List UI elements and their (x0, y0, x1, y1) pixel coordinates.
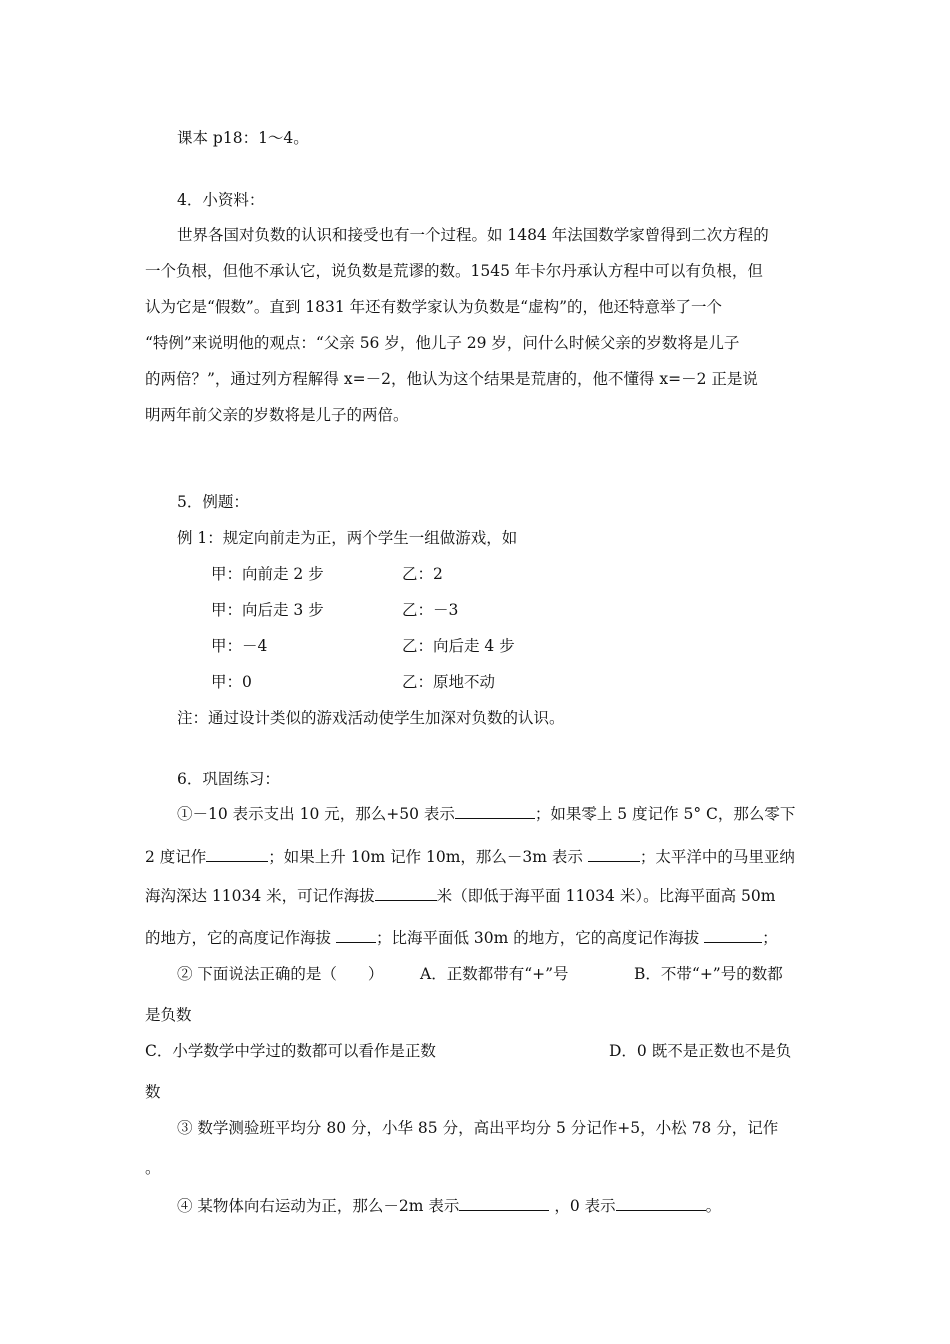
q1-line-4: 的地方，它的高度记作海拔 ；比海平面低 30m 的地方，它的高度记作海拔 ； (145, 929, 778, 947)
answer-blank[interactable] (455, 804, 535, 819)
answer-blank[interactable] (588, 847, 640, 862)
s4-line-6: 明两年前父亲的岁数将是儿子的两倍。 (145, 406, 409, 424)
section-4-heading: 4．小资料： (177, 191, 265, 209)
s4-line-5: 的两倍？”，通过列方程解得 x=－2，他认为这个结果是荒唐的，他不懂得 x=－2 正是说 (145, 370, 758, 388)
s4-line-3: 认为它是“假数”。直到 1831 年还有数学家认为负数是“虚构”的，他还特意举了一个 (145, 298, 722, 316)
example-row-1-a: 甲：向前走 2 步 (211, 565, 324, 583)
answer-blank[interactable] (336, 928, 376, 943)
q2-option-d: D．0 既不是正数也不是负 (609, 1042, 792, 1060)
q2-option-b: B．不带“+”号的数都 (634, 965, 783, 983)
s4-line-4: “特例”来说明他的观点：“父亲 56 岁，他儿子 29 岁，问什么时候父亲的岁数将是儿子 (145, 334, 740, 352)
example-row-3-b: 乙：向后走 4 步 (402, 637, 515, 655)
q2-option-c: C．小学数学中学过的数都可以看作是正数 (145, 1042, 436, 1060)
example-note: 注：通过设计类似的游戏活动使学生加深对负数的认识。 (177, 709, 565, 727)
example-row-2-a: 甲：向后走 3 步 (211, 601, 324, 619)
section-6-heading: 6．巩固练习： (177, 770, 280, 788)
q1-line-1: ①－10 表示支出 10 元，那么+50 表示 ；如果零上 5 度记作 5° C，那么零下 (177, 805, 796, 823)
section-5-heading: 5．例题： (177, 493, 249, 511)
answer-blank[interactable] (206, 847, 268, 862)
example-row-3-a: 甲：－4 (211, 637, 268, 655)
s4-line-1: 世界各国对负数的认识和接受也有一个过程。如 1484 年法国数学家曾得到二次方程的 (177, 226, 769, 244)
q4-text: ④ 某物体向右运动为正，那么－2m 表示 ，0 表示 。 (177, 1197, 722, 1215)
example-row-1-b: 乙：2 (402, 565, 443, 583)
q1-line-3: 海沟深达 11034 米，可记作海拔 米（即低于海平面 11034 米）。比海平面高 50m (145, 887, 776, 905)
s4-line-2: 一个负根，但他不承认它，说负数是荒谬的数。1545 年卡尔丹承认方程中可以有负根，但 (145, 262, 763, 280)
example-1-intro: 例 1：规定向前走为正，两个学生一组做游戏，如 (177, 529, 518, 547)
q2-option-a: A．正数都带有“+”号 (420, 965, 569, 983)
example-row-4-b: 乙：原地不动 (402, 673, 496, 691)
q2-option-b-continued: 是负数 (145, 1006, 192, 1024)
example-row-4-a: 甲：0 (211, 673, 252, 691)
answer-blank[interactable] (459, 1196, 549, 1211)
answer-blank[interactable] (616, 1196, 706, 1211)
q1-line-2: 2 度记作 ；如果上升 10m 记作 10m，那么－3m 表示 ；太平洋中的马里亚纳 (145, 848, 795, 866)
q2-stem: ② 下面说法正确的是（ ） (177, 965, 384, 983)
q3-text: ③ 数学测验班平均分 80 分，小华 85 分，高出平均分 5 分记作+5，小松 78 分，记作 (177, 1119, 779, 1137)
textbook-reference: 课本 p18：1～4。 (177, 129, 309, 147)
answer-blank[interactable] (704, 928, 762, 943)
q2-option-d-continued: 数 (145, 1083, 161, 1101)
example-row-2-b: 乙：－3 (402, 601, 459, 619)
q3-text-continued: 。 (145, 1159, 161, 1177)
answer-blank[interactable] (375, 886, 437, 901)
